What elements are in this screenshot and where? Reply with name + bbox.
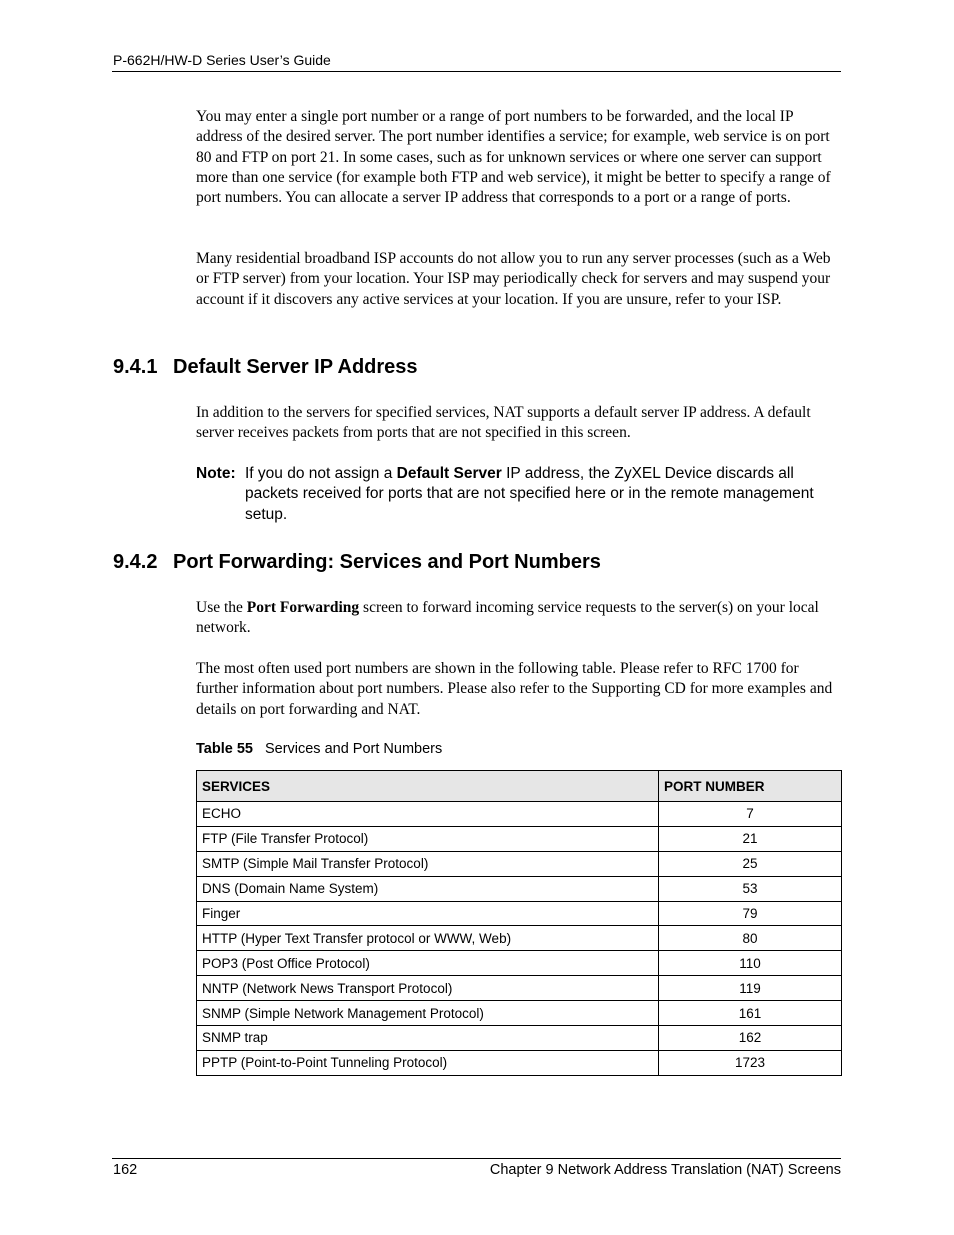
table-row <box>197 826 842 851</box>
table-caption <box>196 741 442 757</box>
service-cell: SMTP (Simple Mail Transfer Protocol) <box>197 851 659 876</box>
table-caption-number: Table 55 <box>196 741 253 757</box>
port-forwarding-paragraph-1 <box>196 598 842 639</box>
service-cell: NNTP (Network News Transport Protocol) <box>197 976 659 1001</box>
table-row <box>197 851 842 876</box>
section-heading-9-4-2 <box>113 551 601 574</box>
note-body <box>245 464 842 525</box>
table-row <box>197 802 842 827</box>
service-cell: DNS (Domain Name System) <box>197 876 659 901</box>
intro-paragraph-1: You may enter a single port number or a range of port numbers to be forwarded, and the local IP address of the desired server. The port number identifies a service; for example, web service is on port 80 and FTP on port 21. In some cases, such as for unknown services or where one server can support more than one service (for example both FTP and web service), it might be better to specify a range of port numbers. You can allocate a server IP address that corresponds to a port or a range of ports. <box>196 108 831 207</box>
section-title: Port Forwarding: Services and Port Numbers <box>173 551 601 573</box>
table-row <box>197 1026 842 1051</box>
service-cell: HTTP (Hyper Text Transfer protocol or WWW, Web) <box>197 926 659 951</box>
service-cell: FTP (File Transfer Protocol) <box>197 826 659 851</box>
note-text-pre: If you do not assign a <box>245 465 397 482</box>
table-row <box>197 1001 842 1026</box>
table-header-row <box>197 771 842 802</box>
port-cell: 161 <box>659 1001 842 1026</box>
footer-rule <box>112 1158 841 1159</box>
table-row <box>197 976 842 1001</box>
port-forwarding-paragraph-2: The most often used port numbers are shown in the following table. Please refer to RFC 1700 for further information about port numbers. Please also refer to the Supporting CD for more examples and details on port forwarding and NAT. <box>196 660 833 718</box>
port-cell: 25 <box>659 851 842 876</box>
port-cell: 162 <box>659 1026 842 1051</box>
paragraph-text-pre: Use the <box>196 599 247 616</box>
header-port-number: PORT NUMBER <box>659 771 842 802</box>
header-services: SERVICES <box>197 771 659 802</box>
table-row <box>197 926 842 951</box>
port-cell: 80 <box>659 926 842 951</box>
section-number: 9.4.1 <box>113 356 158 378</box>
services-port-table <box>196 770 842 1076</box>
port-cell: 53 <box>659 876 842 901</box>
port-cell: 21 <box>659 826 842 851</box>
service-cell: POP3 (Post Office Protocol) <box>197 951 659 976</box>
port-cell: 7 <box>659 802 842 827</box>
section-heading-9-4-1 <box>113 356 418 379</box>
section-number: 9.4.2 <box>113 551 158 573</box>
section-title: Default Server IP Address <box>173 356 418 378</box>
table-row <box>197 951 842 976</box>
paragraph-text-bold: Port Forwarding <box>246 599 360 616</box>
intro-paragraph-2: Many residential broadband ISP accounts do not allow you to run any server processes (such as a Web or FTP server) from your location. Your ISP may periodically check for servers and may suspend your account if it discovers any active services at your location. If you are unsure, refer to your ISP. <box>196 250 831 308</box>
header-rule <box>112 71 841 72</box>
note-label: Note: <box>196 465 236 482</box>
service-cell: Finger <box>197 901 659 926</box>
service-cell: SNMP trap <box>197 1026 659 1051</box>
port-cell: 110 <box>659 951 842 976</box>
note-block <box>196 464 842 525</box>
paragraph-text-post: screen to forward incoming service requests to the server(s) on your local network. <box>196 599 819 637</box>
service-cell: PPTP (Point-to-Point Tunneling Protocol) <box>197 1050 659 1075</box>
table-row <box>197 1050 842 1075</box>
port-cell: 119 <box>659 976 842 1001</box>
service-cell: SNMP (Simple Network Management Protocol) <box>197 1001 659 1026</box>
port-cell: 79 <box>659 901 842 926</box>
table-row <box>197 901 842 926</box>
note-text-post: IP address, the ZyXEL Device discards all packets received for ports that are not specified here or in the remote management setup. <box>245 465 814 523</box>
running-header-title: P-662H/HW-D Series User’s Guide <box>113 52 331 68</box>
chapter-title: Chapter 9 Network Address Translation (NAT) Screens <box>489 1162 841 1178</box>
page-number: 162 <box>113 1162 138 1178</box>
service-cell: ECHO <box>197 802 659 827</box>
default-server-paragraph: In addition to the servers for specified services, NAT supports a default server IP address. A default server receives packets from ports that are not specified in this screen. <box>196 404 811 442</box>
note-text-bold: Default Server <box>396 465 502 482</box>
port-cell: 1723 <box>659 1050 842 1075</box>
table-row <box>197 876 842 901</box>
table-caption-title: Services and Port Numbers <box>264 741 443 757</box>
